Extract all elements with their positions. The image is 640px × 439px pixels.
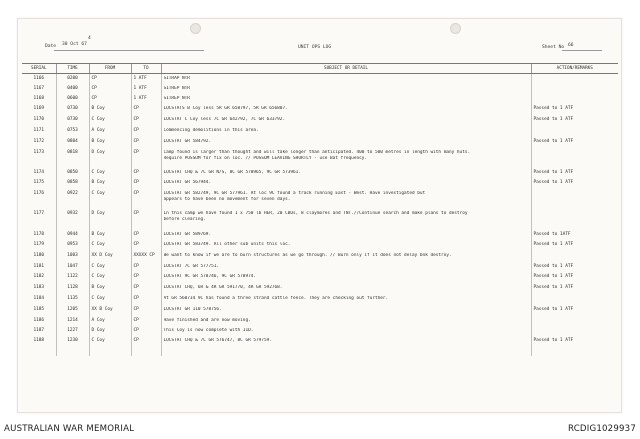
column-header-serial: SERIAL — [22, 64, 56, 74]
subject-line: SITREP NTR — [163, 95, 190, 101]
cell-subject — [161, 316, 531, 326]
table-row — [22, 272, 618, 283]
column-header-to: TO — [131, 64, 161, 74]
cell-serial: 1170 — [33, 116, 45, 122]
table-header-row — [22, 64, 618, 74]
table-row — [22, 209, 618, 230]
cell-time: 0922 — [56, 189, 89, 209]
cell-to: CP — [131, 126, 161, 137]
cell-subject — [161, 74, 531, 84]
subject-line: LOCSTATS B Coy less 5R GR 658797, 5R GR 656807. — [163, 105, 288, 111]
table-row — [22, 168, 618, 178]
cell-to: CP — [131, 240, 161, 251]
cell-to: CP — [131, 148, 161, 168]
cell-time: 0600 — [56, 94, 89, 104]
cell-subject — [161, 115, 531, 126]
cell-subject — [161, 168, 531, 178]
cell-subject — [161, 189, 531, 209]
cell-action: Passed to 1 ATF — [531, 240, 618, 251]
subject-line: LOCSTAT 9C GR 578746, 9C GR 578974. — [163, 273, 257, 279]
cell-action — [531, 326, 618, 336]
table-row — [22, 126, 618, 137]
cell-from: D Coy — [89, 148, 131, 168]
cell-subject — [161, 137, 531, 148]
subject-line: LOCSTAT CHQ, 6R & 4R GR 591770, 4R GR 592768. — [163, 284, 283, 290]
cell-to: CP — [131, 137, 161, 148]
cell-subject — [161, 305, 531, 316]
ops-log-table — [22, 63, 618, 356]
cell-serial: 1173 — [33, 149, 45, 155]
cell-action: Passed to 1 ATF — [531, 178, 618, 189]
column-header-subject: SUBJECT OR DETAIL — [161, 64, 531, 74]
date-underline — [54, 50, 204, 51]
cell-serial: 1180 — [33, 252, 45, 258]
cell-time: 1230 — [56, 336, 89, 356]
cell-to: CP — [131, 283, 161, 294]
subject-line: LOCSTAT CHQ & 7C GR N/S, 8C GR 578965, 9C GR 573961. — [163, 169, 301, 175]
cell-to: CP — [131, 178, 161, 189]
cell-serial: 1171 — [33, 127, 45, 133]
cell-from: CP — [89, 84, 131, 94]
cell-action: Passed to 1ATF — [531, 230, 618, 240]
cell-from: CP — [89, 94, 131, 104]
table-row — [22, 262, 618, 272]
cell-from: B Coy — [89, 104, 131, 115]
date-label: Date — [45, 44, 57, 49]
page-title: UNIT OPS LOG — [298, 45, 332, 50]
cell-action: Passed to 1 ATF — [531, 168, 618, 178]
cell-action — [531, 126, 618, 137]
table-row — [22, 148, 618, 168]
subject-line: Commencing demolitions in this area. — [163, 127, 259, 133]
cell-time: 0730 — [56, 104, 89, 115]
cell-to: CP — [131, 104, 161, 115]
cell-time: 0858 — [56, 178, 89, 189]
cell-action: Passed to 1 ATF — [531, 305, 618, 316]
cell-from: C Coy — [89, 115, 131, 126]
cell-time: 0818 — [56, 148, 89, 168]
subject-line: Require POSSUM for fix on loc. // POSSUM LEAVING SHORTLY - use Bat frequency. — [163, 155, 368, 161]
cell-subject — [161, 148, 531, 168]
column-header-time: TIME — [56, 64, 89, 74]
cell-action — [531, 316, 618, 326]
cell-subject — [161, 336, 531, 356]
cell-serial: 1174 — [33, 169, 45, 175]
table-row — [22, 104, 618, 115]
cell-time: 0400 — [56, 84, 89, 94]
punch-hole — [450, 23, 461, 34]
subject-line: SITREP NTR — [163, 85, 190, 91]
cell-to: 1 ATF — [131, 94, 161, 104]
cell-to: CP — [131, 326, 161, 336]
subject-line: LOCSTAT GR 567944. — [163, 179, 212, 185]
table-row — [22, 283, 618, 294]
cell-action — [531, 74, 618, 84]
cell-action: Passed to 1 ATF — [531, 137, 618, 148]
table-row — [22, 178, 618, 189]
cell-from: A Coy — [89, 126, 131, 137]
column-header-action: ACTION/REMARKS — [531, 64, 618, 74]
cell-from: D Coy — [89, 209, 131, 230]
cell-subject — [161, 283, 531, 294]
subject-line: LOCSTAT GR 582749, 9C GR 577961. At loc 9C found a track running East - West. Have investigated but — [163, 190, 426, 196]
cell-serial: 1183 — [33, 284, 45, 290]
cell-time: 1135 — [56, 294, 89, 305]
table-row — [22, 305, 618, 316]
cell-time: 0932 — [56, 209, 89, 230]
cell-serial: 1176 — [33, 190, 45, 196]
table-row — [22, 336, 618, 356]
subject-line: LOCSTAT GR 583749. All other sub units this loc. — [163, 241, 291, 247]
cell-to: CP — [131, 168, 161, 178]
cell-subject — [161, 104, 531, 115]
sheet-number: 66 — [568, 43, 574, 48]
cell-serial: 1187 — [33, 327, 45, 333]
cell-to: CP — [131, 115, 161, 126]
cell-time: 1128 — [56, 283, 89, 294]
subject-line: appears to have been no movement for seven days. — [163, 196, 291, 202]
cell-action: Passed to 1 ATF — [531, 283, 618, 294]
log-sheet — [17, 18, 622, 413]
subject-line: This Coy is now complete with 11D. — [163, 327, 254, 333]
top-mark: 4 — [88, 36, 91, 41]
cell-subject — [161, 178, 531, 189]
cell-action — [531, 189, 618, 209]
cell-to: CP — [131, 262, 161, 272]
cell-to: CP — [131, 189, 161, 209]
cell-subject — [161, 294, 531, 305]
table-row — [22, 84, 618, 94]
cell-time: 1122 — [56, 272, 89, 283]
subject-line: LOCSTAT CHQ & 7C GR 576747, 8C GR 579759. — [163, 337, 272, 343]
cell-from: A Coy — [89, 316, 131, 326]
cell-time: 0804 — [56, 137, 89, 148]
cell-action: Passed to 1 ATF — [531, 104, 618, 115]
subject-line: LOCSTAT 7C GR 577751. — [163, 263, 220, 269]
cell-subject — [161, 240, 531, 251]
cell-from: C Coy — [89, 294, 131, 305]
cell-action: Passed to 1 ATF — [531, 272, 618, 283]
sheet-label: Sheet No — [542, 45, 565, 50]
cell-time: 0850 — [56, 168, 89, 178]
table-row — [22, 74, 618, 84]
cell-time: 0730 — [56, 115, 89, 126]
cell-serial: 1166 — [33, 76, 45, 81]
sheet-underline — [562, 50, 602, 51]
cell-subject — [161, 326, 531, 336]
cell-from: C Coy — [89, 272, 131, 283]
column-header-from: FROM — [89, 64, 131, 74]
cell-action: Passed to 1 ATF — [531, 262, 618, 272]
cell-serial: 1184 — [33, 295, 45, 301]
cell-from: XX D Coy — [89, 251, 131, 262]
table-row — [22, 240, 618, 251]
cell-time: 0953 — [56, 240, 89, 251]
date-value: 30 Oct 67 — [62, 42, 87, 47]
subject-line: At GR 560734 9C has found a three strand cattle fence. They are checking out further. — [163, 295, 389, 301]
cell-from: XX B Coy — [89, 305, 131, 316]
cell-action — [531, 148, 618, 168]
cell-action — [531, 251, 618, 262]
cell-to: CP — [131, 336, 161, 356]
cell-serial: 1181 — [33, 263, 45, 269]
cell-action — [531, 94, 618, 104]
cell-from: B Coy — [89, 137, 131, 148]
footer-record-id: RCDIG1029937 — [567, 424, 636, 434]
table-row — [22, 115, 618, 126]
cell-to: CP — [131, 272, 161, 283]
cell-serial: 1175 — [33, 179, 45, 185]
cell-from: C Coy — [89, 262, 131, 272]
cell-action — [531, 209, 618, 230]
cell-to: 1 ATF — [131, 84, 161, 94]
cell-from: B Coy — [89, 178, 131, 189]
cell-from: C Coy — [89, 240, 131, 251]
cell-subject — [161, 262, 531, 272]
table-row — [22, 251, 618, 262]
cell-serial: 1177 — [33, 210, 45, 216]
cell-from: B Coy — [89, 283, 131, 294]
cell-serial: 1188 — [33, 337, 45, 343]
cell-serial: 1186 — [33, 317, 45, 323]
cell-from: CP — [89, 74, 131, 84]
cell-serial: 1179 — [33, 241, 45, 247]
cell-to: CP — [131, 230, 161, 240]
cell-serial: 1178 — [33, 231, 45, 237]
table-row — [22, 294, 618, 305]
cell-from: C Coy — [89, 336, 131, 356]
cell-serial: 1185 — [33, 306, 45, 312]
punch-hole — [190, 23, 201, 34]
subject-line: LOCSTAT GR 589769. — [163, 231, 212, 237]
table-row — [22, 137, 618, 148]
cell-serial: 1182 — [33, 273, 45, 279]
subject-line: In this camp we have found 1 x 750 lb HER, 20 CBUs, 8 claymores and TNT.//Continue search and make plans to destroy — [163, 210, 468, 216]
cell-serial: 1167 — [33, 85, 45, 91]
table-row — [22, 189, 618, 209]
subject-line: Have finished and are now moving. — [163, 317, 251, 323]
cell-to: CP — [131, 209, 161, 230]
cell-subject — [161, 209, 531, 230]
subject-line: LOCSTAT C Coy less 7C GR 642792, 7C GR 633792. — [163, 116, 286, 122]
table-row — [22, 316, 618, 326]
table-row — [22, 326, 618, 336]
cell-subject — [161, 272, 531, 283]
cell-to: CP — [131, 305, 161, 316]
cell-time: 0753 — [56, 126, 89, 137]
cell-action — [531, 84, 618, 94]
subject-line: LOCSTAT GR 110 578756. — [163, 306, 222, 312]
cell-to: CP — [131, 294, 161, 305]
cell-subject — [161, 84, 531, 94]
cell-action — [531, 294, 618, 305]
table-row — [22, 230, 618, 240]
subject-line: LOCSTAT GR 584792. — [163, 138, 212, 144]
footer-archive-name: AUSTRALIAN WAR MEMORIAL — [4, 424, 135, 434]
cell-action: Passed to 1 ATF — [531, 115, 618, 126]
subject-line: We want to know if we are to burn structures as we go through. // Burn only if it does not delay bnk destroy. — [163, 252, 452, 258]
cell-from: C Coy — [89, 168, 131, 178]
cell-subject — [161, 94, 531, 104]
cell-time: 0200 — [56, 74, 89, 84]
subject-line: Camp found is larger than thought and will take longer than anticipated. 400 to 500 metres in length with many huts. — [163, 149, 471, 155]
cell-from: B Coy — [89, 230, 131, 240]
cell-time: 1205 — [56, 305, 89, 316]
cell-time: 1047 — [56, 262, 89, 272]
cell-to: CP — [131, 316, 161, 326]
cell-action: Passed to 1 ATF — [531, 336, 618, 356]
cell-serial: 1169 — [33, 105, 45, 111]
cell-serial: 1168 — [33, 95, 45, 101]
cell-from: C Coy — [89, 189, 131, 209]
subject-line: before clearing. — [163, 216, 206, 222]
cell-from: D Coy — [89, 326, 131, 336]
cell-time: 1227 — [56, 326, 89, 336]
cell-to: 1 ATF — [131, 74, 161, 84]
subject-line: SITRAP NTR — [163, 76, 190, 81]
cell-to: XXXXX CP — [131, 251, 161, 262]
cell-subject — [161, 251, 531, 262]
cell-subject — [161, 126, 531, 137]
cell-subject — [161, 230, 531, 240]
cell-time: 0944 — [56, 230, 89, 240]
cell-time: 1214 — [56, 316, 89, 326]
cell-serial: 1172 — [33, 138, 45, 144]
cell-time: 1003 — [56, 251, 89, 262]
table-row — [22, 94, 618, 104]
